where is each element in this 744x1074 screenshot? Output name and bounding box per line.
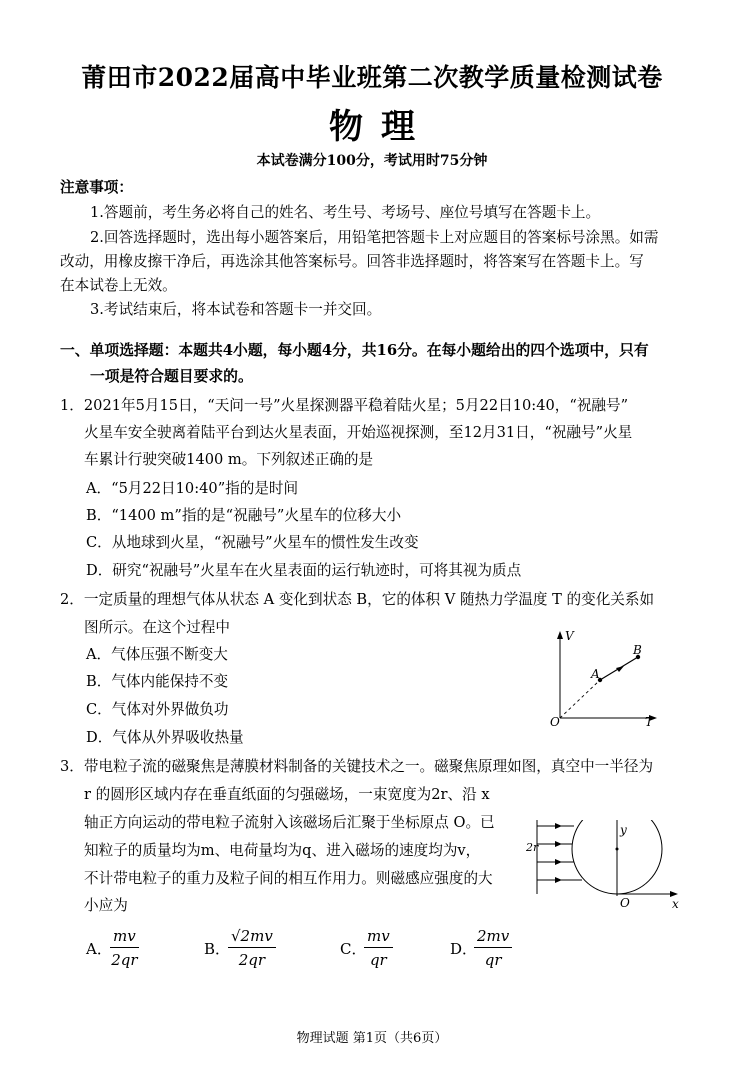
question-3-option-a (110, 927, 139, 969)
question-3-option-c-label: C． (340, 940, 367, 958)
question-1-option-a: A．“5月22日10:40”指的是时间 (86, 480, 299, 497)
question-3-option-c (364, 927, 393, 969)
circle-center (616, 848, 619, 851)
x-axis-label: x (672, 897, 679, 910)
fraction-denominator: 2qr (238, 951, 266, 969)
question-1-option-c: C．从地球到火星，“祝融号”火星车的惯性发生改变 (86, 534, 419, 551)
notice-line: 在本试卷上无效。 (60, 277, 177, 294)
subject-title: 物理 (329, 107, 433, 147)
fraction-denominator: 2qr (111, 951, 138, 969)
origin-label: O (550, 715, 560, 728)
notice-line: 3.考试结束后，将本试卷和答题卡一并交回。 (90, 301, 382, 318)
exam-title: 莆田市2022届高中毕业班第二次教学质量检测试卷 (81, 63, 663, 92)
width-label: 2r (526, 841, 539, 854)
notice-line: 2.回答选择题时，选出每小题答案后，用铅笔把答题卡上对应题目的答案标号涂黑。如需 (90, 229, 659, 246)
question-3-option-d-label: D． (450, 940, 478, 958)
ray-arrow-icon (555, 877, 562, 883)
question-2-text: 2．一定质量的理想气体从状态 A 变化到状态 B，它的体积 V 随热力学温度 T 的变化关系如 (60, 591, 655, 608)
fraction-numerator: mv (364, 927, 393, 948)
question-3-option-d (474, 927, 512, 969)
notice-line: 改动，用橡皮擦干净后，再选涂其他答案标号。回答非选择题时，将答案写在答题卡上。写 (60, 253, 644, 270)
page-footer: 物理试题 第1页（共6页） (296, 1031, 448, 1046)
question-1-text: 1．2021年5月15日，“天问一号”火星探测器平稳着陆火星；5月22日10:40，“祝融号” (60, 397, 629, 414)
question-1-option-b: B．“1400 m”指的是“祝融号”火星车的位移大小 (86, 507, 402, 524)
question-3-option-b-label: B． (204, 940, 231, 958)
question-3-text: 知粒子的质量均为m、电荷量均为q、进入磁场的速度均为v， (84, 842, 481, 859)
vt-graph (540, 626, 665, 728)
question-1-text: 车累计行驶突破1400 m。下列叙述正确的是 (84, 451, 374, 468)
question-3-text: 3．带电粒子流的磁聚焦是薄膜材料制备的关键技术之一。磁聚焦原理如图，真空中一半径为 (60, 758, 654, 775)
ray-arrow-icon (555, 859, 562, 865)
v-axis-label: V (565, 629, 574, 643)
notice-line: 1.答题前，考生务必将自己的姓名、考生号、考场号、座位号填写在答题卡上。 (90, 204, 601, 221)
section-heading: 一、单项选择题：本题共4小题，每小题4分，共16分。在每小题给出的四个选项中，只有 (60, 342, 649, 359)
extension-dashed-line (560, 680, 600, 718)
y-axis-label-wrap (612, 822, 632, 838)
y-axis-label: y (620, 823, 627, 837)
process-arrow-icon (616, 666, 624, 672)
question-2-option-b: B．气体内能保持不变 (86, 673, 229, 690)
v-axis-arrow-icon (557, 631, 563, 639)
section-heading: 一项是符合题目要求的。 (90, 368, 253, 385)
question-1-text: 火星车安全驶离着陆平台到达火星表面，开始巡视探测，至12月31日，“祝融号”火星 (84, 424, 633, 441)
question-2-option-d: D．气体从外界吸收热量 (86, 729, 244, 746)
question-3-text: 小应为 (84, 897, 128, 914)
question-2-text: 图所示。在这个过程中 (84, 619, 230, 636)
ray-arrow-icon (555, 841, 562, 847)
question-3-text: 不计带电粒子的重力及粒子间的相互作用力。则磁感应强度的大 (84, 870, 493, 887)
question-3-text: r 的圆形区域内存在垂直纸面的匀强磁场，一束宽度为2r、沿 x (84, 786, 490, 803)
fraction-numerator: 2mv (474, 927, 512, 948)
point-b-label: B (633, 643, 642, 657)
notice-heading: 注意事项： (60, 179, 133, 196)
fraction-denominator: qr (484, 951, 502, 969)
question-2-option-c: C．气体对外界做负功 (86, 701, 229, 718)
point-a-label: A (591, 667, 600, 681)
question-3-option-a-label: A． (86, 940, 112, 958)
ray-arrow-icon (555, 823, 562, 829)
fraction-denominator: qr (369, 951, 387, 969)
magnetic-focus-figure (522, 820, 687, 910)
fraction-numerator: √2mv (228, 927, 276, 948)
origin-label: O (620, 896, 630, 910)
question-3-option-b (228, 927, 276, 969)
fraction-numerator: mv (110, 927, 139, 948)
question-3-text: 轴正方向运动的带电粒子流射入该磁场后汇聚于坐标原点 O。已 (84, 814, 495, 831)
t-axis-label: T (645, 715, 654, 728)
question-1-option-d: D．研究“祝融号”火星车在火星表面的运行轨迹时，可将其视为质点 (86, 562, 522, 579)
exam-subtitle: 本试卷满分100分，考试用时75分钟 (256, 153, 488, 169)
question-2-option-a: A．气体压强不断变大 (86, 646, 228, 663)
